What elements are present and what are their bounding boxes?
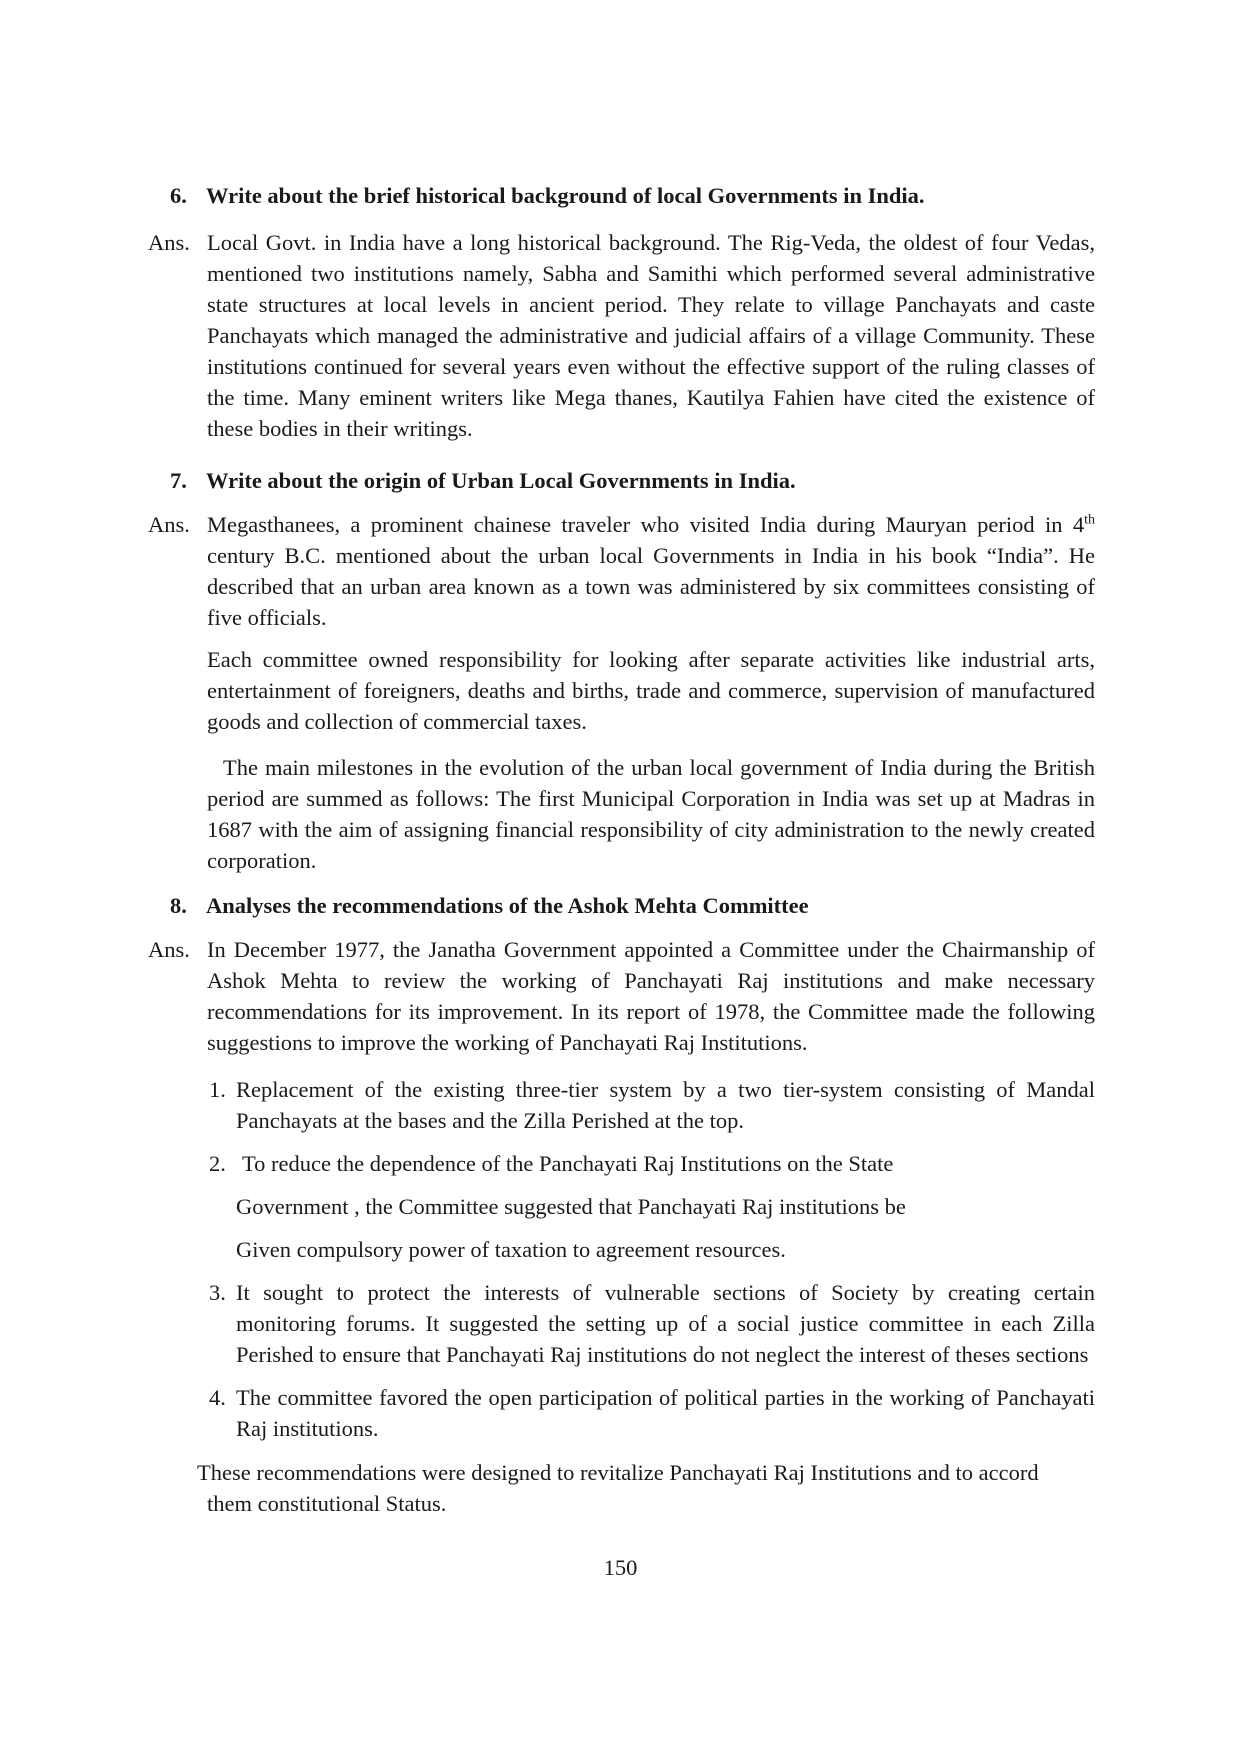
question-number: 8.	[170, 893, 187, 918]
list-item-text: It sought to protect the interests of vulnerable sections of Society by creating certain monitoring forums. It suggested the setting up of a social justice committee in each Zilla Perished to ensure that Panchayati Raj institutions do not neglect the interest of theses sections	[236, 1280, 1095, 1367]
question-text: Write about the brief historical background of local Governments in India.	[206, 183, 925, 208]
question-text: Write about the origin of Urban Local Governments in India.	[206, 468, 796, 493]
answer-label: Ans.	[148, 937, 190, 962]
list-item-number: 3.	[209, 1280, 226, 1305]
question-heading	[170, 890, 809, 921]
page-number: 150	[603, 1555, 638, 1580]
answer-paragraph	[207, 509, 1095, 633]
question-text: Analyses the recommendations of the Ashok Mehta Committee	[206, 893, 809, 918]
answer-paragraph: The main milestones in the evolution of the urban local government of India during the British period are summed as follows: The first Municipal Corporation in India was set up at Madras in 1687 with the aim of assigning financial responsibility of city administration to the newly created corporation.	[207, 755, 1095, 873]
list-item-text: To reduce the dependence of the Panchayati Raj Institutions on the State	[242, 1151, 894, 1176]
answer-label: Ans.	[148, 230, 190, 255]
closing-line: These recommendations were designed to revitalize Panchayati Raj Institutions and to accord	[197, 1460, 1039, 1485]
question-heading	[170, 180, 925, 211]
paragraph-text: century B.C. mentioned about the urban local Governments in India in his book “India”. He described that an urban area known as a town was administered by six committees consisting of five officials.	[207, 543, 1095, 630]
list-item-continuation: Government , the Committee suggested that Panchayati Raj institutions be	[236, 1194, 906, 1219]
list-item	[209, 1382, 1095, 1444]
list-item	[209, 1148, 1095, 1179]
list-item-continuation: Given compulsory power of taxation to agreement resources.	[236, 1237, 786, 1262]
question-number: 6.	[170, 183, 187, 208]
list-item-number: 1.	[209, 1077, 226, 1102]
list-item-text: Replacement of the existing three-tier system by a two tier-system consisting of Mandal Panchayats at the bases and the Zilla Perished at the top.	[236, 1077, 1095, 1133]
question-heading	[170, 465, 796, 496]
ordinal-superscript: th	[1084, 512, 1095, 528]
answer-paragraph: Each committee owned responsibility for looking after separate activities like industrial arts, entertainment of foreigners, deaths and births, trade and commerce, supervision of manufactured goods and collection of commercial taxes.	[207, 647, 1095, 734]
list-item	[209, 1074, 1095, 1136]
list-item-number: 4.	[209, 1385, 226, 1410]
list-item-number: 2.	[209, 1151, 226, 1176]
list-item	[209, 1277, 1095, 1370]
question-number: 7.	[170, 468, 187, 493]
answer-paragraph: Local Govt. in India have a long historical background. The Rig-Veda, the oldest of four Vedas, mentioned two institutions namely, Sabha and Samithi which performed several administrative state structures at local levels in ancient period. They relate to village Panchayats and caste Panchayats which managed the administrative and judicial affairs of a village Community. These institutions continued for several years even without the effective support of the ruling classes of the time. Many eminent writers like Mega thanes, Kautilya Fahien have cited the existence of these bodies in their writings.	[207, 230, 1095, 441]
closing-line: them constitutional Status.	[207, 1491, 447, 1516]
paragraph-text: Megasthanees, a prominent chainese traveler who visited India during Mauryan period in 4	[207, 512, 1085, 537]
answer-paragraph: In December 1977, the Janatha Government appointed a Committee under the Chairmanship of Ashok Mehta to review the working of Panchayati Raj institutions and make necessary recommendations for its improvement. In its report of 1978, the Committee made the following suggestions to improve the working of Panchayati Raj Institutions.	[207, 937, 1095, 1055]
list-item-text: The committee favored the open participation of political parties in the working of Panchayati Raj institutions.	[236, 1385, 1095, 1441]
closing-paragraph	[197, 1457, 1095, 1519]
answer-label: Ans.	[148, 512, 190, 537]
